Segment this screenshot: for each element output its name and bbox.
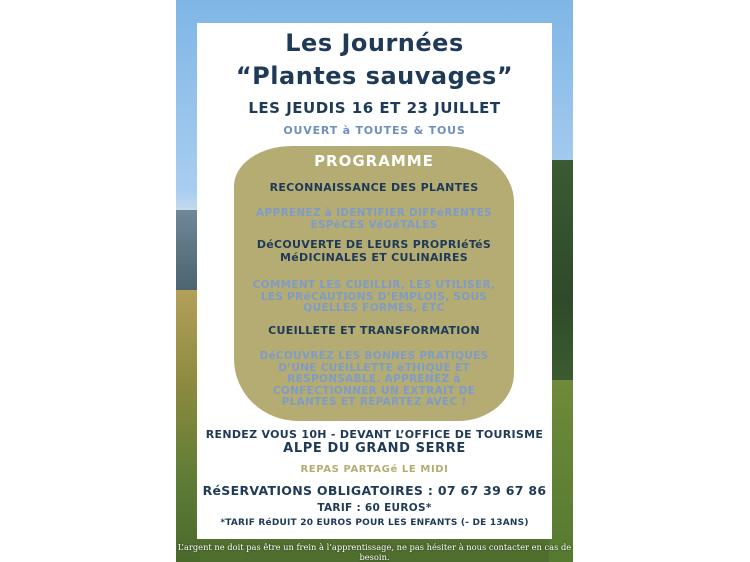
section-description-2: COMMENT LES CUEILLIR, LES UTILISER, LES PRéCAUTIONS D’EMPLOIS, SOUS QUELLES FORMES, ETC xyxy=(252,279,496,314)
footnote: L’argent ne doit pas être un frein à l’apprentissage, ne pas hésiter à nous contacter en cas de besoin. xyxy=(177,542,572,562)
section-title-3: CUEILLETE ET TRANSFORMATION xyxy=(268,324,480,337)
section-title-2: DéCOUVERTE DE LEURS PROPRIéTéS MéDICINALES ET CULINAIRES xyxy=(256,238,492,264)
meeting-point: RENDEZ VOUS 10H - DEVANT L’OFFICE DE TOURISME xyxy=(205,428,544,441)
reservation-phone: RéSERVATIONS OBLIGATOIRES : 07 67 39 67 86 xyxy=(202,483,547,498)
meadow-right xyxy=(549,380,573,562)
section-description-3: DéCOUVREZ LES BONNES PRATIQUES D’UNE CUEILLETTE éTHIQUE ET RESPONSABLE. APPRENEZ à CONFECTIONNER UN EXTRAIT DE PLANTES ET REPARTEZ AVEC ! xyxy=(259,350,489,408)
price-info: TARIF : 60 EUROS* xyxy=(317,502,432,514)
audience-text: OUVERT à TOUTES & TOUS xyxy=(283,124,466,137)
event-dates: LES JEUDIS 16 ET 23 JUILLET xyxy=(248,99,501,117)
reduced-price-info: *TARIF RéDUIT 20 EUROS POUR LES ENFANTS (- DE 13ANS) xyxy=(220,518,529,528)
poster-title-line2: “Plantes sauvages” xyxy=(235,62,514,90)
programme-heading: PROGRAMME xyxy=(314,152,434,170)
tree-right xyxy=(549,160,573,390)
meal-info: REPAS PARTAGé LE MIDI xyxy=(300,464,449,475)
poster-card xyxy=(197,23,552,539)
meeting-place: ALPE DU GRAND SERRE xyxy=(283,441,466,456)
section-title-1: RECONNAISSANCE DES PLANTES xyxy=(269,181,479,194)
poster-title-line1: Les Journées xyxy=(285,29,464,57)
programme-box xyxy=(234,146,514,421)
section-description-1: APPRENEZ à IDENTIFIER DIFFéRENTES ESPèCES VéGéTALES xyxy=(256,207,492,231)
